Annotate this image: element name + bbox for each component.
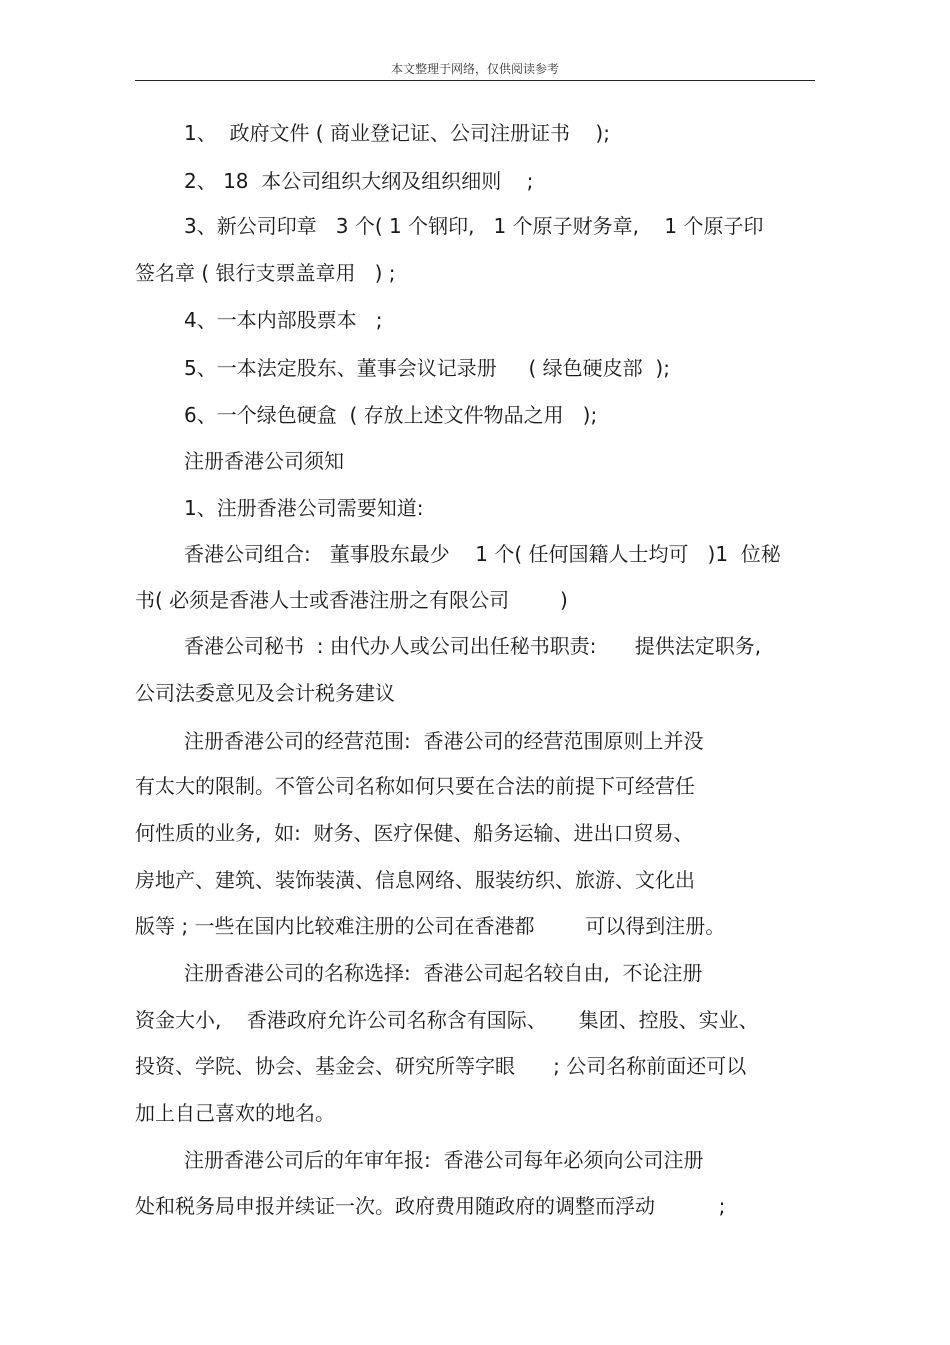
paragraph-line: 资金大小, 香港政府允许公司名称含有国际、 集团、控股、实业、: [135, 1008, 759, 1032]
paragraph-line: 处和税务局申报并续证一次。政府费用随政府的调整而浮动 ;: [135, 1194, 726, 1218]
section-heading: 注册香港公司须知: [184, 449, 344, 473]
paragraph-line: 有太大的限制。不管公司名称如何只要在合法的前提下可经营任: [135, 774, 695, 798]
list-item-6: 6、一个绿色硬盒 ( 存放上述文件物品之用 );: [184, 403, 598, 427]
header-divider: [135, 80, 815, 81]
page-header: 本文整理于网络，仅供阅读参考: [390, 62, 559, 76]
paragraph-line: 公司法委意见及会计税务建议: [135, 681, 395, 705]
list-item-5: 5、一本法定股东、董事会议记录册 ( 绿色硬皮部 );: [184, 356, 670, 380]
paragraph-line: 注册香港公司的名称选择: 香港公司起名较自由, 不论注册: [184, 961, 703, 985]
paragraph-line: 投资、学院、协会、基金会、研究所等字眼 ; 公司名称前面还可以: [135, 1054, 747, 1078]
list-item-2: 2、 18 本公司组织大纲及组织细则 ;: [184, 169, 534, 193]
paragraph-line: 1、注册香港公司需要知道:: [184, 496, 424, 520]
paragraph-line: 香港公司秘书 : 由代办人或公司出任秘书职责: 提供法定职务,: [184, 634, 762, 658]
paragraph-line: 房地产、建筑、装饰装潢、信息网络、服装纺织、旅游、文化出: [135, 868, 695, 892]
paragraph-line: 何性质的业务, 如: 财务、医疗保健、船务运输、进出口贸易、: [135, 821, 694, 845]
paragraph-line: 香港公司组合: 董事股东最少 1 个( 任何国籍人士均可 )1 位秘: [184, 542, 781, 566]
paragraph-line: 注册香港公司的经营范围: 香港公司的经营范围原则上并没: [184, 729, 704, 753]
paragraph-line: 加上自己喜欢的地名。: [135, 1101, 335, 1125]
list-item-3-continued: 签名章 ( 银行支票盖章用 ) ;: [135, 261, 396, 285]
list-item-1: 1、 政府文件 ( 商业登记证、公司注册证书 );: [184, 121, 610, 145]
paragraph-line: 书( 必须是香港人士或香港注册之有限公司 ): [135, 588, 568, 612]
paragraph-line: 注册香港公司后的年审年报: 香港公司每年必须向公司注册: [184, 1148, 704, 1172]
paragraph-line: 版等 ; 一些在国内比较难注册的公司在香港都 可以得到注册。: [135, 914, 726, 938]
list-item-3: 3、新公司印章 3 个( 1 个钢印, 1 个原子财务章, 1 个原子印: [184, 214, 764, 238]
list-item-4: 4、一本内部股票本 ;: [184, 308, 383, 332]
